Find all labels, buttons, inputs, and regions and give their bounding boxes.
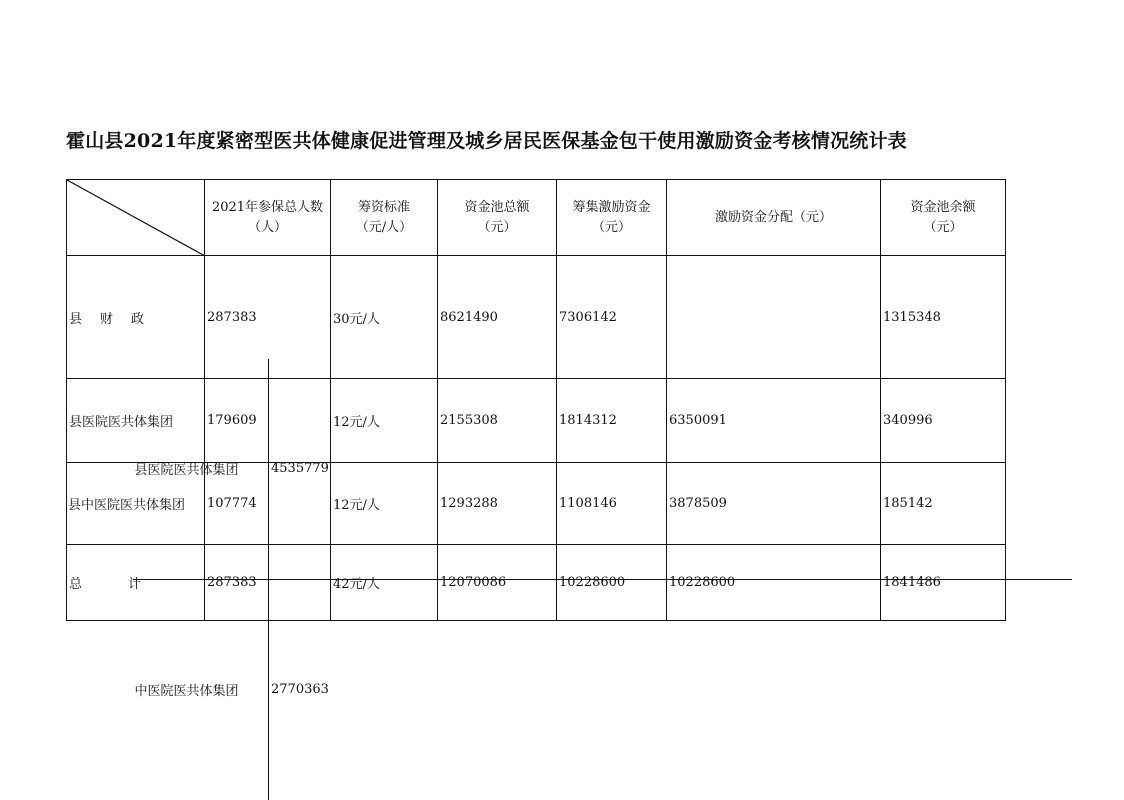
header-incentive-line1: 筹集激励资金 bbox=[572, 199, 651, 215]
header-insured-line1: 2021年参保总人数 bbox=[211, 199, 324, 215]
header-insured-line2: （人） bbox=[247, 219, 287, 235]
allocation-subtable: 县医院医共体集团 4535779 中医院医共体集团 2770363 bbox=[667, 359, 881, 379]
row-tcm-hospital-balance: 185142 bbox=[881, 463, 1006, 545]
header-insured bbox=[205, 180, 331, 256]
header-incentive-line2: （元） bbox=[591, 219, 631, 235]
row-finance-insured: 287383 bbox=[205, 256, 331, 379]
table-row bbox=[67, 256, 1006, 379]
row-county-hospital-allocation: 6350091 bbox=[667, 379, 881, 463]
header-balance bbox=[881, 180, 1006, 256]
row-finance-incentive: 7306142 bbox=[557, 256, 667, 379]
row-total-balance: 1841486 bbox=[881, 545, 1006, 621]
row-total-standard: 42元/人 bbox=[331, 545, 438, 621]
row-county-hospital-name: 县医院医共体集团 bbox=[67, 379, 205, 463]
header-incentive bbox=[557, 180, 667, 256]
row-total-pool-total: 12070086 bbox=[438, 545, 557, 621]
row-tcm-hospital-standard: 12元/人 bbox=[331, 463, 438, 545]
header-standard-line2: （元/人） bbox=[355, 219, 413, 235]
row-county-hospital-insured: 179609 bbox=[205, 379, 331, 463]
header-pool-total bbox=[438, 180, 557, 256]
header-allocation bbox=[667, 180, 881, 256]
row-total-insured: 287383 bbox=[205, 545, 331, 621]
row-tcm-hospital-allocation: 3878509 bbox=[667, 463, 881, 545]
allocation-row: 县医院医共体集团 4535779 bbox=[667, 359, 881, 379]
diagonal-corner-cell bbox=[67, 180, 205, 256]
row-county-hospital-balance: 340996 bbox=[881, 379, 1006, 463]
header-allocation-line1: 激励资金分配（元） bbox=[714, 209, 832, 225]
row-finance-balance: 1315348 bbox=[881, 256, 1006, 379]
diagonal-line bbox=[67, 180, 205, 256]
header-balance-line1: 资金池余额 bbox=[910, 199, 976, 215]
allocation-amount-1: 4535779 bbox=[271, 461, 329, 476]
header-standard bbox=[331, 180, 438, 256]
row-finance-standard: 30元/人 bbox=[331, 256, 438, 379]
row-tcm-hospital-name: 县中医院医共体集团 bbox=[67, 463, 205, 545]
header-pool-total-line1: 资金池总额 bbox=[464, 199, 530, 215]
row-tcm-hospital-insured: 107774 bbox=[205, 463, 331, 545]
header-pool-total-line2: （元） bbox=[477, 219, 517, 235]
row-finance-pool-total: 8621490 bbox=[438, 256, 557, 379]
statistics-table bbox=[66, 179, 1006, 699]
header-standard-line1: 筹资标准 bbox=[357, 199, 410, 215]
header-row bbox=[67, 180, 1006, 256]
row-tcm-hospital-pool-total: 1293288 bbox=[438, 463, 557, 545]
row-county-hospital-incentive: 1814312 bbox=[557, 379, 667, 463]
row-county-hospital-standard: 12元/人 bbox=[331, 379, 438, 463]
row-county-hospital-pool-total: 2155308 bbox=[438, 379, 557, 463]
row-total-allocation: 10228600 bbox=[667, 545, 881, 621]
document-title: 霍山县2021年度紧密型医共体健康促进管理及城乡居民医保基金包干使用激励资金考核情况统计表 bbox=[66, 130, 907, 152]
row-tcm-hospital-incentive: 1108146 bbox=[557, 463, 667, 545]
row-finance-name-text: 县财政 bbox=[69, 311, 163, 327]
row-total-incentive: 10228600 bbox=[557, 545, 667, 621]
row-total-name-text: 总计 bbox=[69, 577, 188, 592]
header-balance-line2: （元） bbox=[923, 219, 963, 235]
